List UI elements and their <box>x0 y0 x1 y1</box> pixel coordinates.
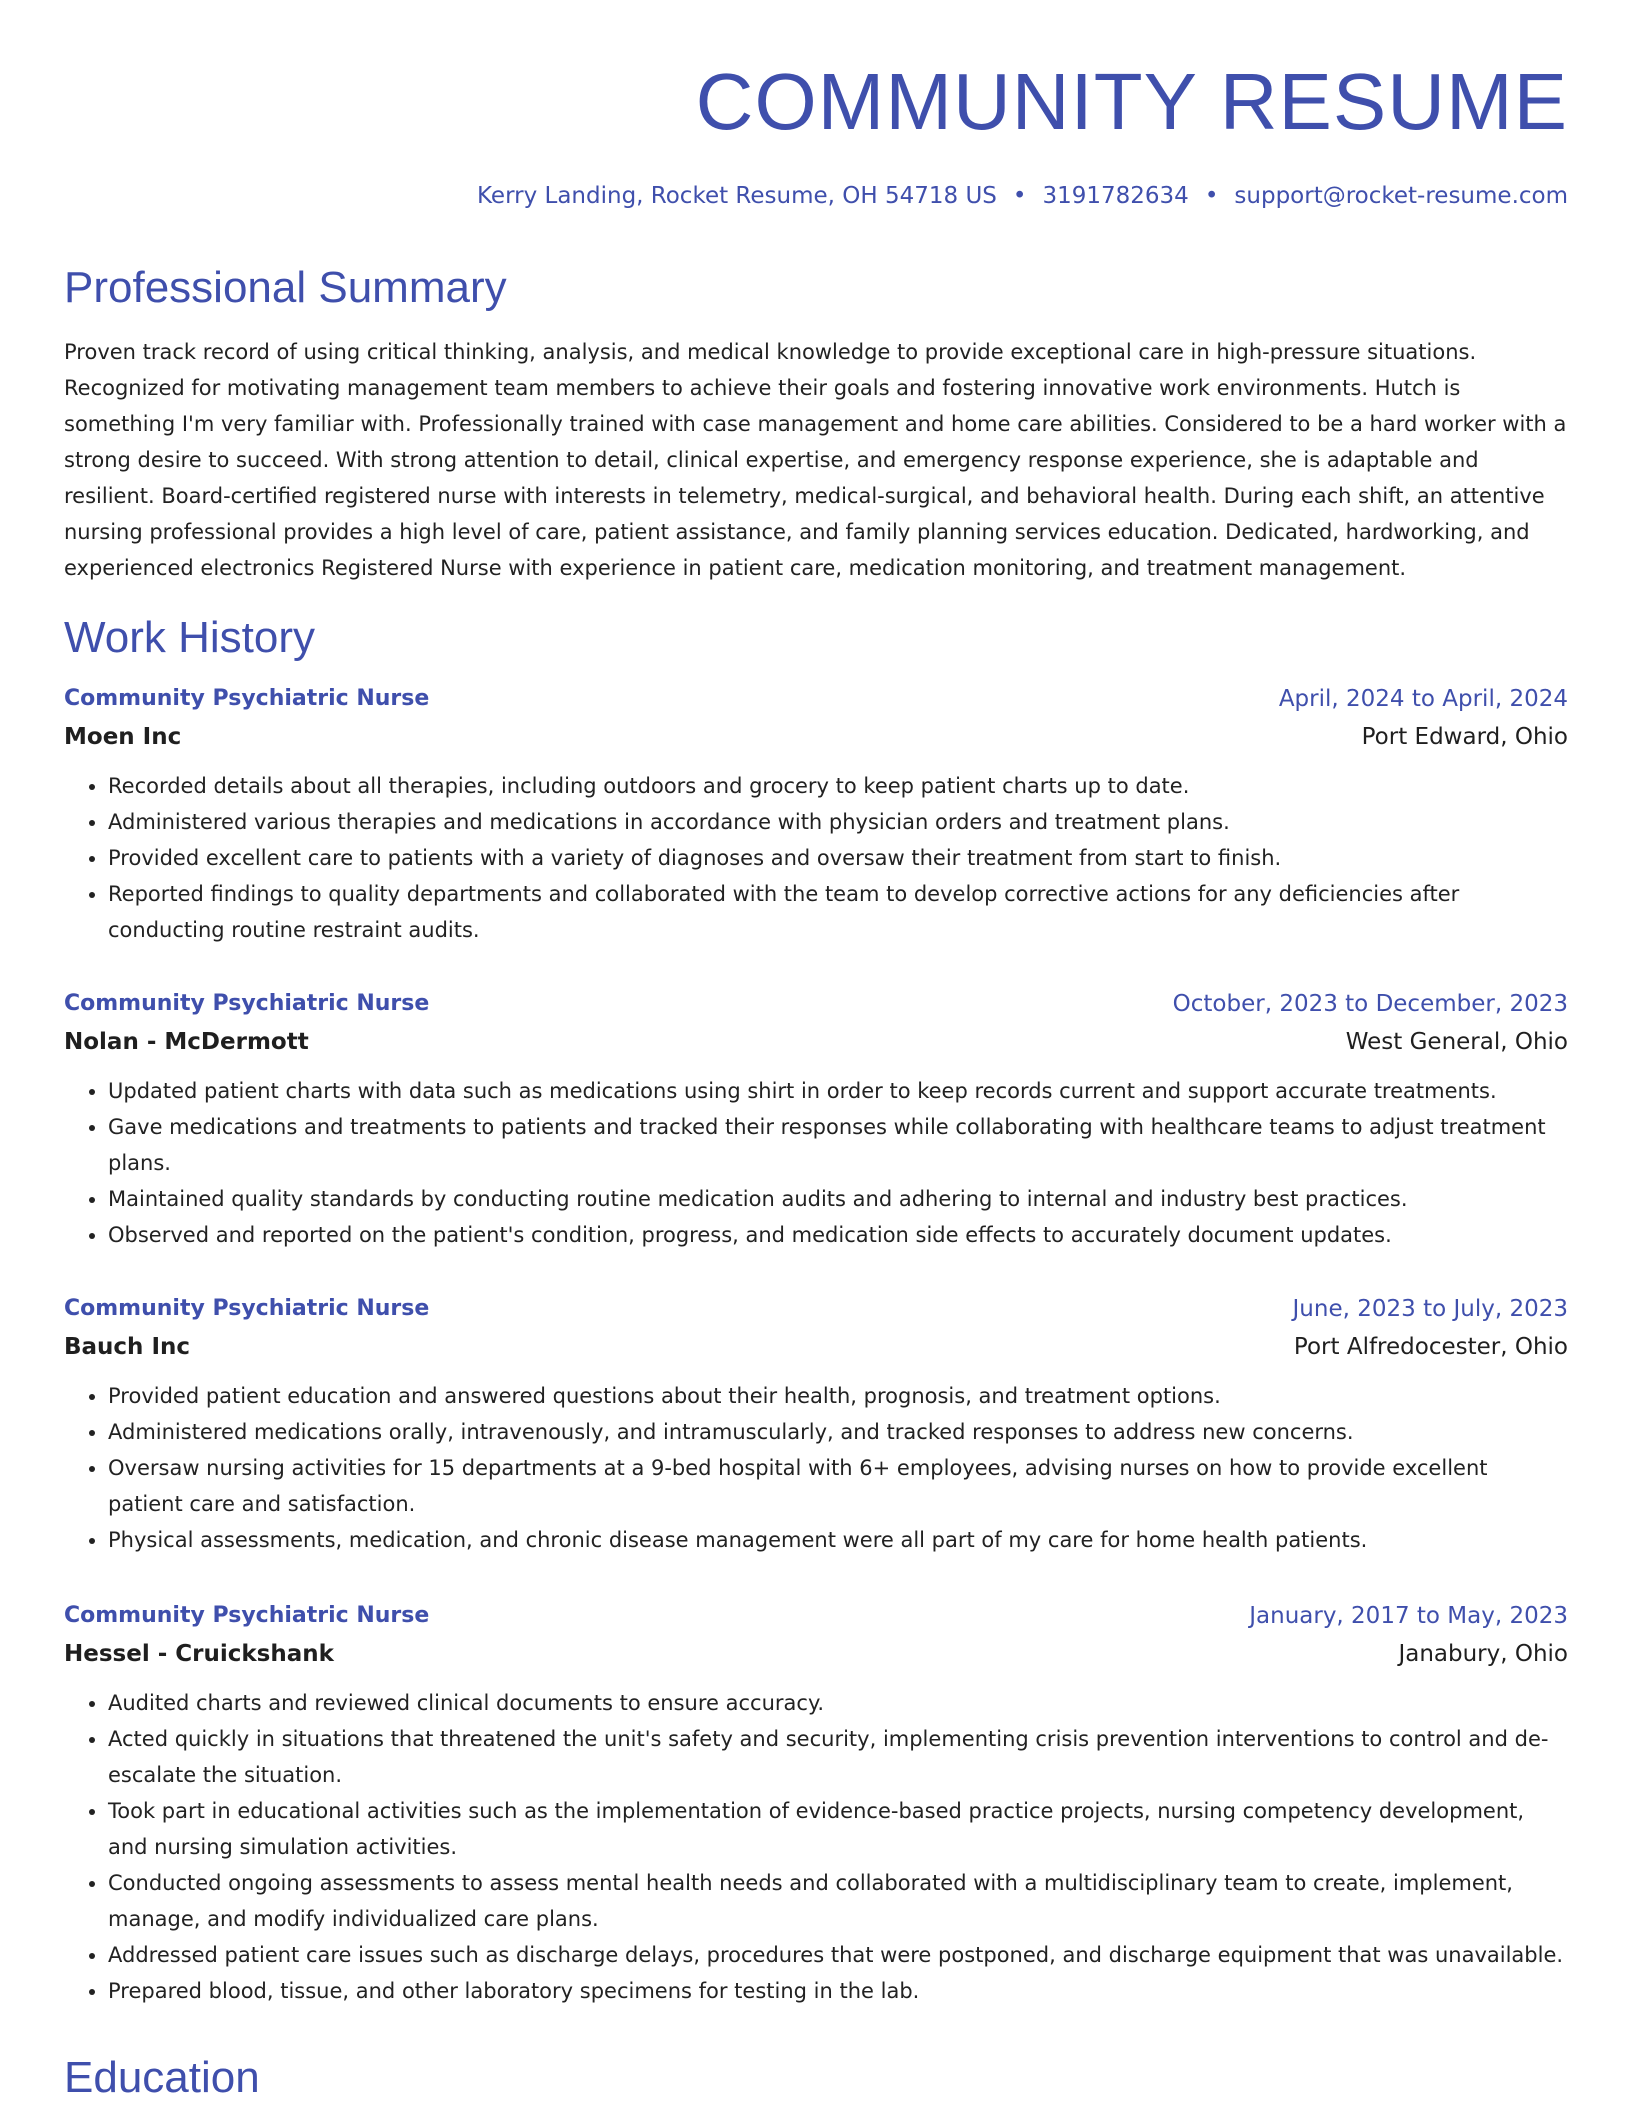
job-company: Hessel - Cruickshank <box>64 1641 334 1667</box>
contact-address: Kerry Landing, Rocket Resume, OH 54718 US <box>477 183 997 209</box>
job-entry <box>64 1290 1568 1558</box>
job-header-row <box>64 1290 1568 1328</box>
job-dates: June, 2023 to July, 2023 <box>1292 1296 1568 1322</box>
job-company-row <box>64 1328 1568 1366</box>
job-header-row <box>64 985 1568 1023</box>
job-location: Port Edward, Ohio <box>1361 724 1568 750</box>
contact-line <box>477 180 1568 212</box>
job-title: Community Psychiatric Nurse <box>64 991 430 1016</box>
job-bullet: • Acted quickly in situations that threatened the unit's safety and security, implementing crisis prevention interventions to control and de-escalate the situation. <box>108 1721 1568 1793</box>
job-bullet: • Prepared blood, tissue, and other laboratory specimens for testing in the lab. <box>108 1973 1568 2009</box>
contact-email[interactable]: support@rocket-resume.com <box>1234 183 1568 209</box>
job-title: Community Psychiatric Nurse <box>64 686 430 711</box>
job-title: Community Psychiatric Nurse <box>64 1603 430 1628</box>
job-bullets <box>64 1073 1568 1253</box>
job-location: West General, Ohio <box>1345 1029 1568 1055</box>
job-bullet: • Recorded details about all therapies, including outdoors and grocery to keep patient charts up to date. <box>108 768 1568 804</box>
job-bullet: • Administered various therapies and medications in accordance with physician orders and treatment plans. <box>108 804 1568 840</box>
contact-separator: • <box>1204 183 1219 209</box>
job-bullet: • Took part in educational activities such as the implementation of evidence-based practice projects, nursing competency development, and nursing simulation activities. <box>108 1793 1568 1865</box>
job-location: Port Alfredocester, Ohio <box>1293 1334 1568 1360</box>
summary-heading: Professional Summary <box>64 263 507 312</box>
job-bullet: • Addressed patient care issues such as discharge delays, procedures that were postponed, and discharge equipment that was unavailable. <box>108 1937 1568 1973</box>
job-bullet: • Conducted ongoing assessments to assess mental health needs and collaborated with a multidisciplinary team to create, implement, manage, and modify individualized care plans. <box>108 1865 1568 1937</box>
job-entry <box>64 985 1568 1253</box>
job-bullet: • Reported findings to quality departments and collaborated with the team to develop corrective actions for any deficiencies after conducting routine restraint audits. <box>108 876 1568 948</box>
job-company-row <box>64 1023 1568 1061</box>
job-bullet: • Physical assessments, medication, and chronic disease management were all part of my care for home health patients. <box>108 1522 1568 1558</box>
job-bullet: • Updated patient charts with data such as medications using shirt in order to keep records current and support accurate treatments. <box>108 1073 1568 1109</box>
job-bullet: • Oversaw nursing activities for 15 departments at a 9-bed hospital with 6+ employees, advising nurses on how to provide excellent patient care and satisfaction. <box>108 1450 1568 1522</box>
job-dates: January, 2017 to May, 2023 <box>1249 1603 1568 1629</box>
resume-name: COMMUNITY RESUME <box>695 57 1568 146</box>
contact-phone: 3191782634 <box>1042 183 1189 209</box>
job-company: Nolan - McDermott <box>64 1029 309 1055</box>
job-bullet: • Provided excellent care to patients with a variety of diagnoses and oversaw their treatment from start to finish. <box>108 840 1568 876</box>
job-header-row <box>64 1597 1568 1635</box>
job-bullets <box>64 768 1568 948</box>
job-bullets <box>64 1378 1568 1558</box>
job-bullet: • Observed and reported on the patient's condition, progress, and medication side effects to accurately document updates. <box>108 1217 1568 1253</box>
job-title: Community Psychiatric Nurse <box>64 1296 430 1321</box>
job-bullet: • Gave medications and treatments to patients and tracked their responses while collaborating with healthcare teams to adjust treatment plans. <box>108 1109 1568 1181</box>
job-bullet: • Administered medications orally, intravenously, and intramuscularly, and tracked responses to address new concerns. <box>108 1414 1568 1450</box>
job-location: Janabury, Ohio <box>1398 1641 1568 1667</box>
summary-text: Proven track record of using critical thinking, analysis, and medical knowledge to provide exceptional care in high-pressure situations. Recognized for motivating management team members to achieve their goals and fostering innovative work environments. Hutch is something I'm very familiar with. Professionally trained with case management and home care abilities. Considered to be a hard worker with a strong desire to succeed. With strong attention to detail, clinical expertise, and emergency response experience, she is adaptable and resilient. Board-certified registered nurse with interests in telemetry, medical-surgical, and behavioral health. During each shift, an attentive nursing professional provides a high level of care, patient assistance, and family planning services education. Dedicated, hardworking, and experienced electronics Registered Nurse with experience in patient care, medication monitoring, and treatment management. <box>64 340 1567 580</box>
job-entry <box>64 1597 1568 2009</box>
work-history-heading: Work History <box>64 613 315 662</box>
job-company: Moen Inc <box>64 724 182 750</box>
job-bullets <box>64 1685 1568 2009</box>
job-company: Bauch Inc <box>64 1334 191 1360</box>
job-company-row <box>64 1635 1568 1673</box>
contact-separator: • <box>1012 183 1027 209</box>
job-entry <box>64 680 1568 948</box>
job-bullet: • Provided patient education and answered questions about their health, prognosis, and treatment options. <box>108 1378 1568 1414</box>
job-company-row <box>64 718 1568 756</box>
job-bullet: • Audited charts and reviewed clinical documents to ensure accuracy. <box>108 1685 1568 1721</box>
job-dates: April, 2024 to April, 2024 <box>1278 686 1568 712</box>
job-dates: October, 2023 to December, 2023 <box>1172 991 1568 1017</box>
education-heading: Education <box>64 2053 260 2102</box>
job-bullet: • Maintained quality standards by conducting routine medication audits and adhering to internal and industry best practices. <box>108 1181 1568 1217</box>
job-header-row <box>64 680 1568 718</box>
